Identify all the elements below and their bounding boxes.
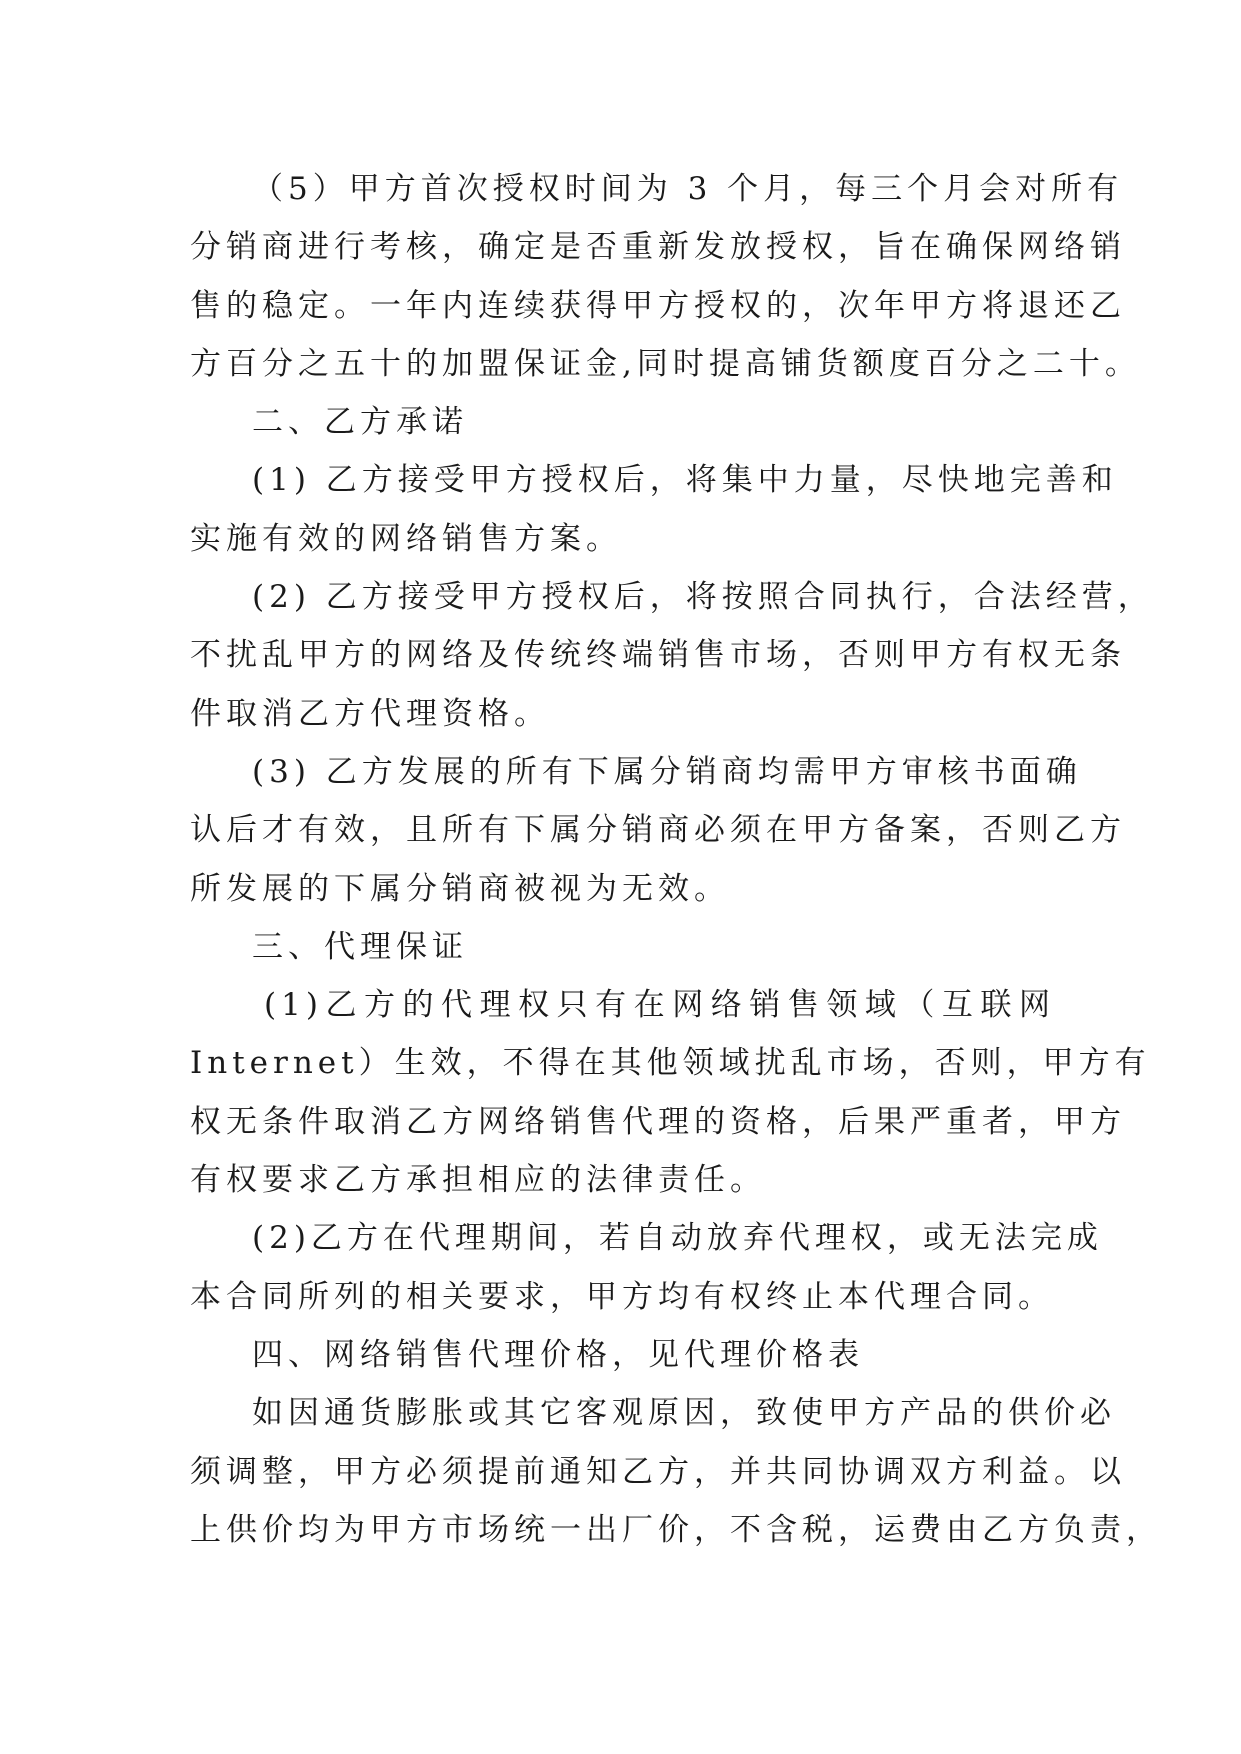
text-line: 方百分之五十的加盟保证金,同时提高铺货额度百分之二十。 [190,345,1141,382]
text-line: 须调整，甲方必须提前通知乙方，并共同协调双方利益。以 [190,1453,1126,1490]
text-line: 分销商进行考核，确定是否重新发放授权，旨在确保网络销 [190,229,1126,266]
text-line: (3) 乙方发展的所有下属分销商均需甲方审核书面确 [252,753,1082,790]
paragraph-price [190,1384,1162,1559]
paragraph-bz-2 [190,1209,1103,1326]
text-line: 所发展的下属分销商被视为无效。 [190,870,730,907]
section-heading: 四、网络销售代理价格，见代理价格表 [252,1336,864,1373]
paragraph-yi-3 [190,743,1126,918]
text-line: (2)乙方在代理期间，若自动放弃代理权，或无法完成 [252,1220,1103,1257]
text-line: 本合同所列的相关要求，甲方均有权终止本代理合同。 [190,1278,1054,1315]
text-line: 上供价均为甲方市场统一出厂价，不含税，运费由乙方负责， [190,1511,1162,1548]
text-line: (1)乙方的代理权只有在网络销售领域（互联网 [264,987,1055,1024]
section-heading: 三、代理保证 [252,928,468,965]
text-line: 认后才有效，且所有下属分销商必须在甲方备案，否则乙方 [190,812,1126,849]
paragraph-bz-1 [190,976,1151,1209]
document-body [190,160,1162,1559]
text-line: 有权要求乙方承担相应的法律责任。 [190,1162,766,1199]
paragraph-jia-5 [190,160,1141,393]
paragraph-yi-1 [190,451,1118,568]
text-line: (1) 乙方接受甲方授权后，将集中力量，尽快地完善和 [252,462,1118,499]
text-line: 售的稳定。一年内连续获得甲方授权的，次年甲方将退还乙 [190,287,1126,324]
text-line: Internet）生效，不得在其他领域扰乱市场，否则，甲方有 [190,1045,1151,1082]
text-line: 实施有效的网络销售方案。 [190,520,622,557]
paragraph-yi-2 [190,568,1154,743]
section-heading-3 [190,918,1055,976]
text-line: 权无条件取消乙方网络销售代理的资格，后果严重者，甲方 [190,1103,1126,1140]
section-heading-4 [190,1326,1055,1384]
section-heading-2 [190,393,1055,451]
section-heading: 二、乙方承诺 [252,404,468,441]
text-line: （5）甲方首次授权时间为 3 个月，每三个月会对所有 [252,171,1124,207]
text-line: 件取消乙方代理资格。 [190,695,550,732]
text-line: 如因通货膨胀或其它客观原因，致使甲方产品的供价必 [252,1395,1116,1432]
text-line: 不扰乱甲方的网络及传统终端销售市场，否则甲方有权无条 [190,637,1126,674]
text-line: (2) 乙方接受甲方授权后，将按照合同执行，合法经营， [252,579,1154,616]
